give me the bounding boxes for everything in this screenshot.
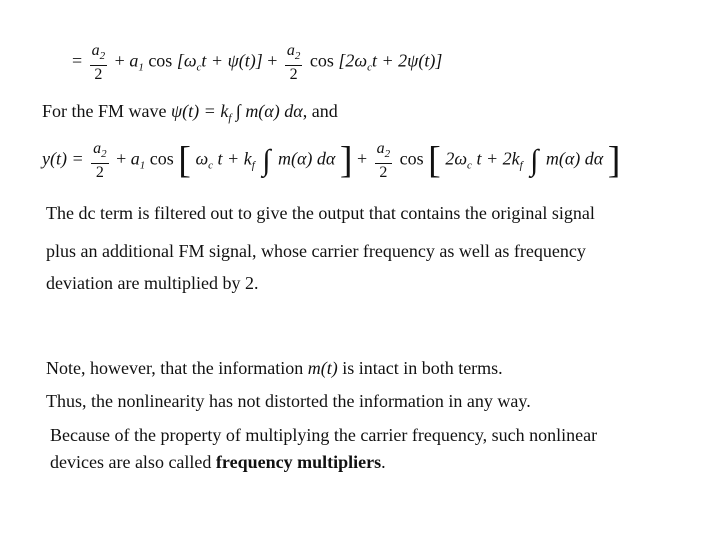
- integral-sign: ∫: [262, 143, 271, 177]
- paragraph-2-line-3: Because of the property of multiplying the carrier frequency, such nonlinear: [50, 425, 598, 445]
- fm-wave-definition: For the FM wave $\psi(t) = k_f$ ∫ m(α) dα, and: [42, 101, 338, 124]
- paragraph-1-line-3: deviation are multiplied by 2.: [46, 273, 259, 293]
- equation-2: y(t) = $\frac{a_2}{2}$ + $a_1$ cos [ $\omega_c$ $t + k_f$ ∫ m(α) dα ] + $\frac{a_2}{2}$ cos [ $2\omega_c$ $t + 2k_f$ ∫ m(α) dα ]: [42, 139, 621, 182]
- coefficient-a1: a: [129, 50, 139, 71]
- equals-sign: =: [72, 50, 83, 71]
- paragraph-1-line-1: The dc term is filtered out to give the output that contains the original signal: [46, 203, 595, 223]
- equation-1: = $\frac{a_2}{2}$ + $a_1$ $\cos [\omega_ct + \psi(t)]$ + $\frac{a_2}{2}$ $\cos [2\omega_ct + 2\psi(t)]$: [72, 42, 443, 83]
- term-frequency-multipliers: frequency multipliers: [215, 452, 382, 472]
- left-bracket: [: [428, 139, 441, 182]
- integral-sign: ∫: [530, 143, 539, 177]
- cos-term: cos: [148, 50, 173, 71]
- paragraph-2-line-4: devices are also called frequency multipliers.: [50, 452, 386, 472]
- right-bracket: ]: [339, 139, 353, 182]
- left-bracket: [: [178, 139, 191, 182]
- integral-sign: ∫: [235, 101, 241, 121]
- paragraph-2-line-2: Thus, the nonlinearity has not distorted the information in any way.: [46, 391, 531, 411]
- paragraph-2-line-1: Note, however, that the information m(t) is intact in both terms.: [46, 358, 503, 378]
- y-of-t: y(t) =: [42, 148, 84, 169]
- fraction-a2-over-2: $\frac{a_2}{2}$: [91, 42, 106, 83]
- paragraph-1-line-2: plus an additional FM signal, whose carrier frequency as well as frequency: [46, 241, 586, 261]
- right-bracket: ]: [607, 139, 621, 182]
- fraction-a2-over-2-second: $\frac{a_2}{2}$: [286, 42, 301, 83]
